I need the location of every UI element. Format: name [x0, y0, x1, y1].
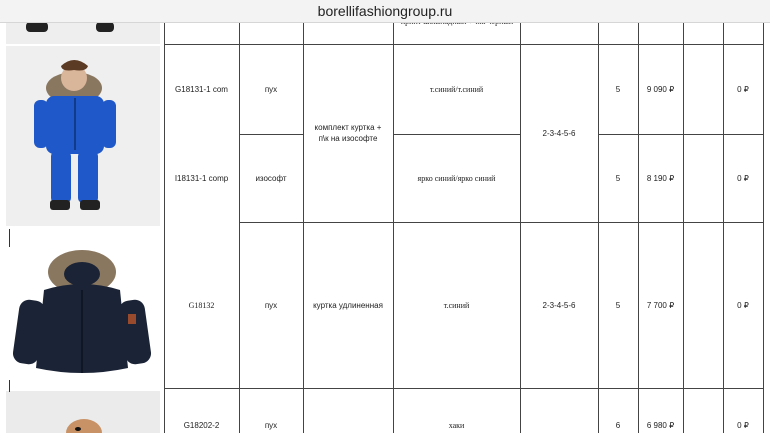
cell-price: 6 980 ₽	[646, 420, 675, 430]
cell-name: куртка удлиненная	[313, 300, 383, 310]
navy-jacket-illustration	[10, 228, 160, 386]
cell-price: 9 090 ₽	[646, 84, 675, 94]
cell-qty: 6	[615, 420, 621, 430]
cell-price: 8 190 ₽	[646, 173, 675, 183]
address-bar-url: borellifashiongroup.ru	[317, 3, 453, 19]
address-bar[interactable]	[0, 0, 770, 23]
cell-total: 0 ₽	[737, 420, 749, 430]
cell-article: G18202-2	[183, 420, 220, 430]
cell-article: I18131-1 comp	[174, 173, 229, 183]
cell-material: изософт	[255, 173, 287, 183]
product-photo-blue-set	[6, 46, 160, 226]
grid-line	[763, 0, 764, 433]
cell-material: пух	[264, 300, 278, 310]
kid-blue-set-illustration	[6, 46, 160, 226]
cell-price: 7 700 ₽	[646, 300, 675, 310]
cell-total: 0 ₽	[737, 173, 749, 183]
cell-total: 0 ₽	[737, 84, 749, 94]
grid-line	[683, 0, 684, 433]
cell-article: G18131-1 com	[175, 84, 228, 94]
text-cursor-bar	[9, 229, 10, 247]
cell-color: ярко синий/ярко синий	[417, 173, 496, 183]
cell-color: хаки	[448, 420, 465, 430]
cell-sizes: 2-3-4-5-6	[542, 300, 576, 310]
cell-qty: 5	[615, 84, 621, 94]
cell-qty: 5	[615, 300, 621, 310]
cell-material: пух	[264, 84, 278, 94]
kid-head-illustration	[6, 391, 160, 433]
cell-qty: 5	[615, 173, 621, 183]
cell-color: т.синий/т.синий	[429, 84, 484, 94]
cell-material: пух	[264, 420, 278, 430]
cell-sizes-merged: 2-3-4-5-6	[542, 128, 576, 138]
cell-article: G18132	[188, 300, 215, 310]
product-photo-bottom	[6, 391, 160, 433]
product-photo-navy-jacket	[10, 228, 160, 386]
cell-name-merged: комплект куртка + п\к на изософте	[314, 123, 382, 143]
cell-color: т.синий	[443, 300, 470, 310]
cell-total: 0 ₽	[737, 300, 749, 310]
grid-line	[164, 388, 764, 389]
text-cursor-bar	[9, 380, 10, 392]
